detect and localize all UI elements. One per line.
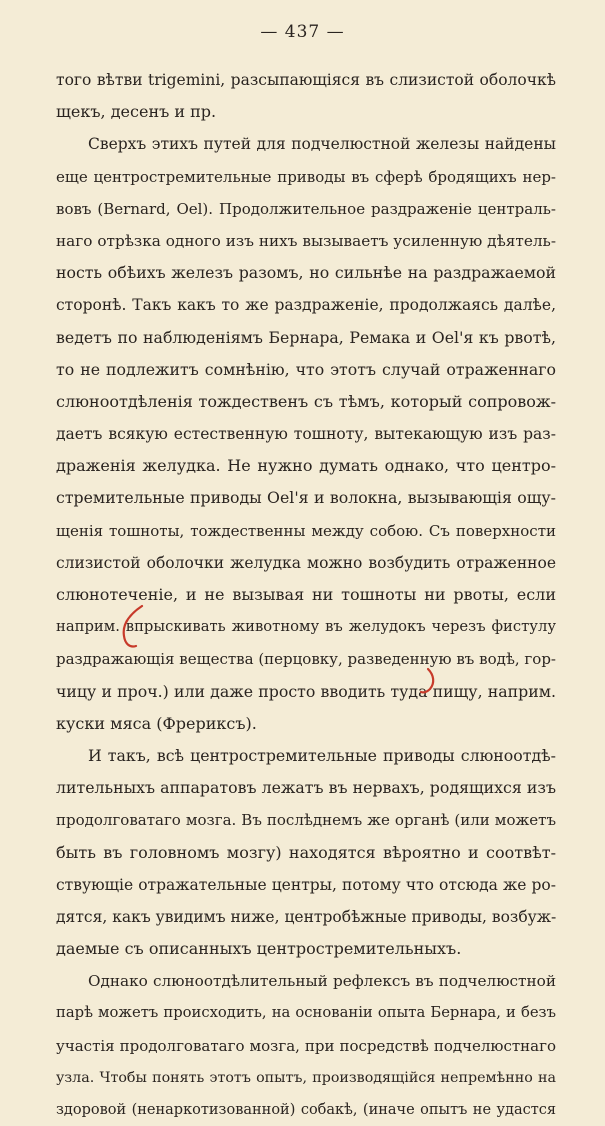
text-line: быть въ головномъ мозгу) находятся вѣроятно и соотвѣт-: [56, 842, 556, 862]
text-line: дятся, какъ увидимъ ниже, центробѣжные приводы, возбуж-: [56, 907, 557, 926]
text-line: ствующіе отражательные центры, потому что отсюда же ро-: [56, 875, 556, 894]
text-line: И такъ, всѣ центростремительные приводы слюноотдѣ-: [88, 745, 556, 765]
text-line: то не подлежитъ сомнѣнію, что этотъ случай отраженнаго: [56, 359, 556, 379]
text-line: слюнотеченіе, и не вызывая ни тошноты ни рвоты, если: [56, 585, 556, 604]
body-text: [56, 64, 556, 1126]
text-line: стремительные приводы Oel'я и волокна, вызывающія ощу-: [56, 488, 556, 508]
text-line: здоровой (ненаркотизованной) собакѣ, (иначе опытъ не удастся: [56, 1102, 556, 1118]
text-line: щенія тошноты, тождественны между собою. Съ поверхности: [56, 521, 556, 540]
text-line: слизистой оболочки желудка можно возбудить отраженное: [56, 553, 556, 572]
text-line: наго отрѣзка одного изъ нихъ вызываетъ усиленную дѣятель-: [56, 231, 556, 250]
text-line: даетъ всякую естественную тошноту, вытекающую изъ раз-: [56, 425, 556, 444]
text-line: участія продолговатаго мозга, при посредствѣ подчелюстнаго: [56, 1036, 556, 1055]
text-line: драженія желудка. Не нужно думать однако, что центро-: [56, 456, 556, 476]
text-line: того вѣтви trigemini, разсыпающіяся въ слизистой оболочкѣ: [56, 71, 556, 89]
text-line: Сверхъ этихъ путей для подчелюстной железы найдены: [88, 135, 556, 154]
text-line: щекъ, десенъ и пр.: [56, 102, 217, 122]
text-line: наприм. впрыскивать животному въ желудокъ черезъ фистулу: [56, 618, 556, 636]
text-line: куски мяса (Фрериксъ).: [56, 713, 257, 733]
text-line: сторонѣ. Такъ какъ то же раздраженіе, продолжаясь далѣе,: [56, 296, 556, 315]
text-line: ведетъ по наблюденіямъ Бернара, Ремака и Oel'я къ рвотѣ,: [56, 327, 556, 347]
text-line: Однако слюноотдѣлительный рефлексъ въ подчелюстной: [88, 972, 556, 991]
text-line: даемые съ описанныхъ центростремительныхъ.: [56, 939, 462, 959]
text-line: раздражающія вещества (перцовку, разведенную въ водѣ, гор-: [56, 650, 556, 669]
text-line: еще центростремительные приводы въ сферѣ бродящихъ нер-: [56, 167, 556, 186]
page-number: — 437 —: [260, 22, 345, 42]
text-line: чицу и проч.) или даже просто вводить туда пищу, наприм.: [56, 681, 556, 701]
text-line: продолговатаго мозга. Въ послѣднемъ же органѣ (или можетъ: [56, 811, 556, 830]
text-line: узла. Чтобы понять этотъ опытъ, производящійся непремѣнно на: [56, 1069, 556, 1086]
text-line: ность обѣихъ железъ разомъ, но сильнѣе на раздражаемой: [56, 263, 556, 283]
text-line: лительныхъ аппаратовъ лежатъ въ нервахъ, родящихся изъ: [56, 778, 556, 798]
text-line: слюноотдѣленія тождественъ съ тѣмъ, который сопровож-: [56, 391, 556, 411]
text-line: вовъ (Bernard, Oel). Продолжительное раздраженіе централь-: [56, 199, 556, 218]
text-line: парѣ можетъ происходить, на основаніи опыта Бернара, и безъ: [56, 1004, 556, 1022]
